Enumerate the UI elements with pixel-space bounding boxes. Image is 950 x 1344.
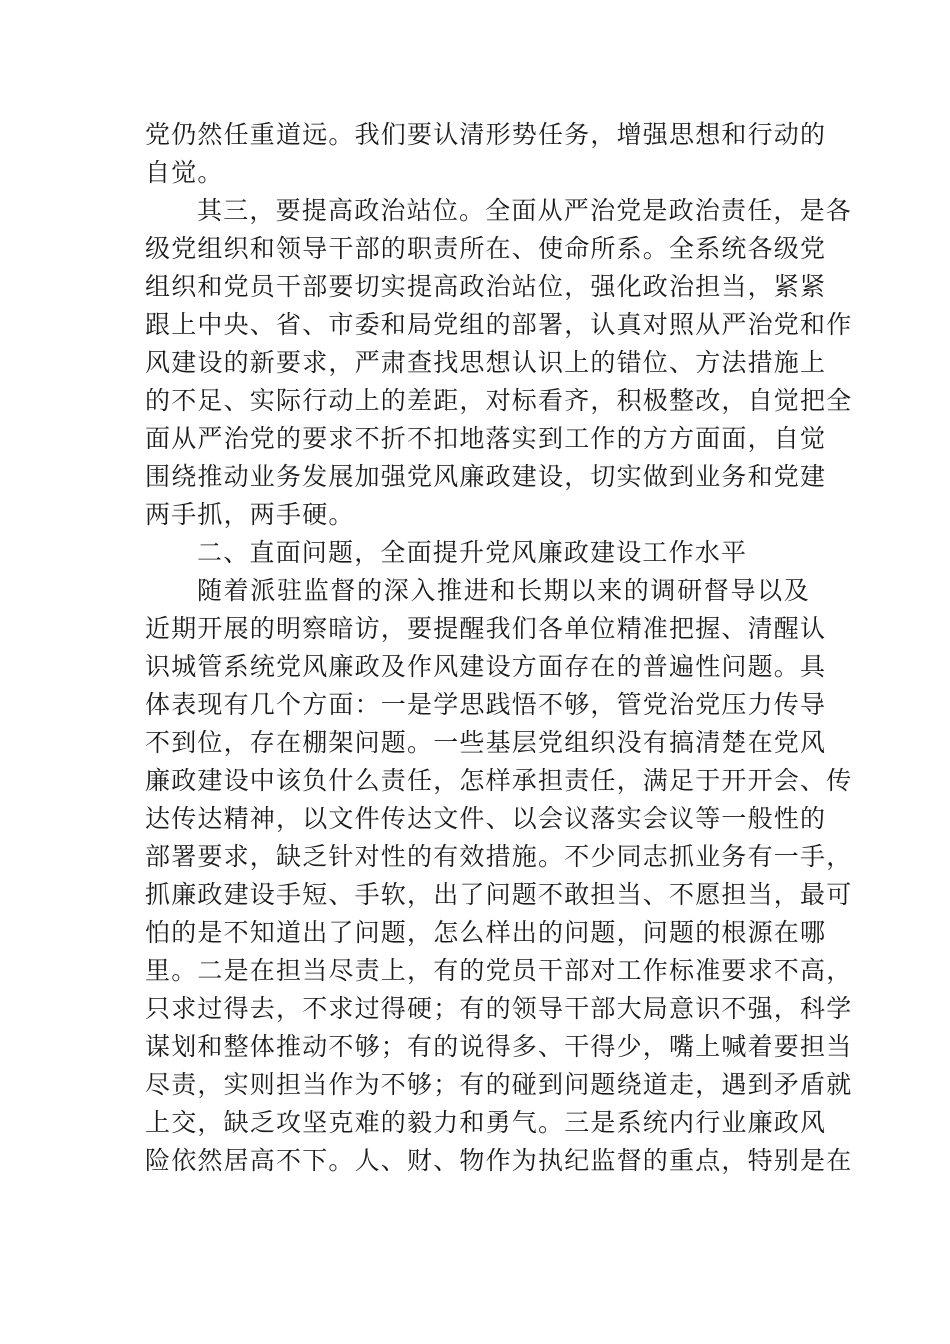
text-line: 廉政建设中该负什么责任，怎样承担责任，满足于开开会、传 bbox=[145, 766, 853, 795]
text-line: 只求过得去，不求过得硬；有的领导干部大局意识不强，科学 bbox=[145, 994, 853, 1023]
text-line: 体表现有几个方面：一是学思践悟不够，管党治党压力传导 bbox=[145, 690, 827, 719]
document-page bbox=[145, 116, 853, 1180]
text-line: 其三，要提高政治站位。全面从严治党是政治责任，是各 bbox=[197, 196, 853, 225]
text-line: 尽责，实则担当作为不够；有的碰到问题绕道走，遇到矛盾就 bbox=[145, 1070, 853, 1099]
section-heading: 二、直面问题，全面提升党风廉政建设工作水平 bbox=[197, 538, 748, 567]
text-line: 级党组织和领导干部的职责所在、使命所系。全系统各级党 bbox=[145, 234, 827, 263]
text-line: 自觉。 bbox=[145, 158, 224, 187]
text-line: 识城管系统党风廉政及作风建设方面存在的普遍性问题。具 bbox=[145, 652, 827, 681]
text-line: 达传达精神，以文件传达文件、以会议落实会议等一般性的 bbox=[145, 804, 827, 833]
text-line: 不到位，存在棚架问题。一些基层党组织没有搞清楚在党风 bbox=[145, 728, 827, 757]
text-line: 怕的是不知道出了问题，怎么样出的问题，问题的根源在哪 bbox=[145, 918, 827, 947]
text-line: 围绕推动业务发展加强党风廉政建设，切实做到业务和党建 bbox=[145, 462, 827, 491]
text-line: 近期开展的明察暗访，要提醒我们各单位精准把握、清醒认 bbox=[145, 614, 827, 643]
text-line: 组织和党员干部要切实提高政治站位，强化政治担当，紧紧 bbox=[145, 272, 827, 301]
text-line: 面从严治党的要求不折不扣地落实到工作的方方面面，自觉 bbox=[145, 424, 827, 453]
text-line: 两手抓，两手硬。 bbox=[145, 500, 355, 529]
text-line: 抓廉政建设手短、手软，出了问题不敢担当、不愿担当，最可 bbox=[145, 880, 853, 909]
text-line: 里。二是在担当尽责上，有的党员干部对工作标准要求不高， bbox=[145, 956, 853, 985]
text-line: 跟上中央、省、市委和局党组的部署，认真对照从严治党和作 bbox=[145, 310, 853, 339]
text-line: 谋划和整体推动不够；有的说得多、干得少，嘴上喊着要担当 bbox=[145, 1032, 853, 1061]
text-line: 随着派驻监督的深入推进和长期以来的调研督导以及 bbox=[197, 576, 810, 605]
text-line: 险依然居高不下。人、财、物作为执纪监督的重点，特别是在 bbox=[145, 1146, 853, 1175]
text-line: 的不足、实际行动上的差距，对标看齐，积极整改，自觉把全 bbox=[145, 386, 853, 415]
text-line: 党仍然任重道远。我们要认清形势任务，增强思想和行动的 bbox=[145, 120, 827, 149]
text-line: 部署要求，缺乏针对性的有效措施。不少同志抓业务有一手， bbox=[145, 842, 853, 871]
text-line: 风建设的新要求，严肃查找思想认识上的错位、方法措施上 bbox=[145, 348, 827, 377]
text-line: 上交，缺乏攻坚克难的毅力和勇气。三是系统内行业廉政风 bbox=[145, 1108, 827, 1137]
